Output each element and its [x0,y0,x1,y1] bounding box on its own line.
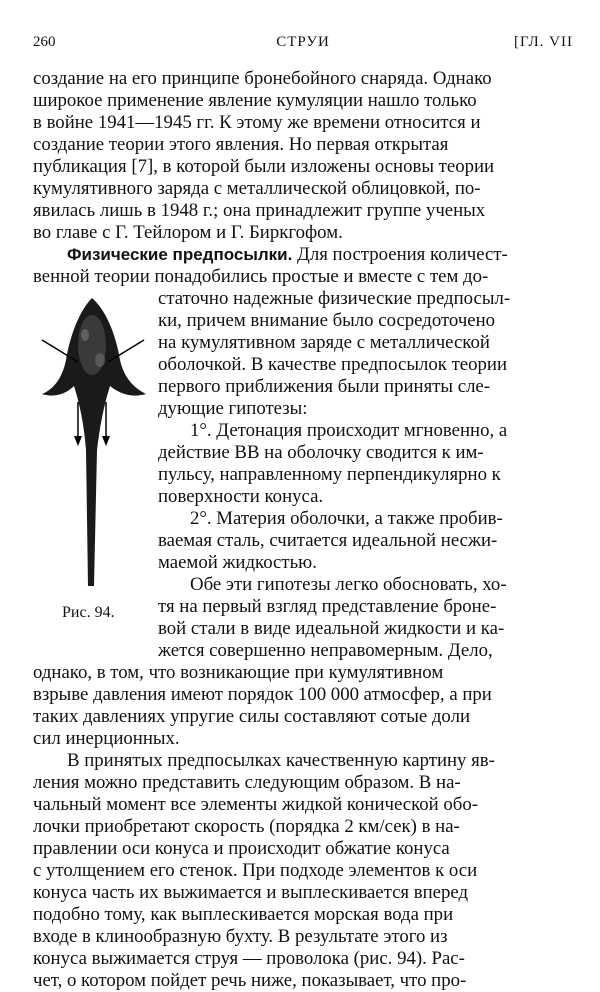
running-title: СТРУИ [276,34,330,50]
text-line: с утолщением его стенок. При подходе элементов к оси [33,860,478,881]
text-line: действие ВВ на оболочку сводится к им- [158,442,484,463]
text-line: входе в клинообразную бухту. В результате этого из [33,926,448,947]
text-line: 1°. Детонация происходит мгновенно, а [190,420,508,441]
down-arrow-right-icon [102,436,110,446]
text-line: взрыве давления имеют порядок 100 000 атмосфер, а при [33,684,492,705]
text-line: ления можно представить следующим образом. В на- [33,772,461,793]
text-line: создание на его принципе бронебойного снаряда. Однако [33,68,492,89]
text-line: явилась лишь в 1948 г.; она принадлежит группе ученых [33,200,486,221]
jet-figure [40,290,150,590]
text-line: дующие гипотезы: [158,398,308,419]
text-line: В принятых предпосылках качественную картину яв- [67,750,495,771]
down-arrow-left-icon [74,436,82,446]
text-line: статочно надежные физические предпосыл- [158,288,511,309]
text-line: тя на первый взгляд представление броне- [158,596,497,617]
text-line: широкое применение явление кумуляции нашло только [33,90,477,111]
text-line: вой стали в виде идеальной жидкости и ка- [158,618,505,639]
text-line: ваемая сталь, считается идеальной несжи- [158,530,498,551]
paragraph-1 [33,68,573,244]
text-fragment: Для построения количест- [292,244,508,265]
text-line: 2°. Материя оболочки, а также пробив- [190,508,503,529]
text-line: пульсу, направленному перпендикулярно к [158,464,501,485]
chapter-label: [ГЛ. VII [513,34,573,50]
text-line: конуса часть их выжимается и выплескивается вперед [33,882,469,903]
text-line: во главе с Г. Тейлором и Г. Биркгофом. [33,222,343,243]
text-line: на кумулятивном заряде с металлической [158,332,490,353]
text-line: конуса выжимается струя — проволока (рис. 94). Рас- [33,948,465,969]
text-line: лочки приобретают скорость (порядка 2 км/сек) в на- [33,816,460,837]
text-line: жется совершенно неправомерным. Дело, [158,640,493,661]
text-line: кумулятивного заряда с металлической облицовкой, по- [33,178,481,199]
text-line: публикация [7], в которой были изложены основы теории [33,156,495,177]
page-number: 260 [33,34,56,50]
figure-caption: Рис. 94. [62,604,115,621]
paragraph-3 [33,750,573,992]
running-header [33,34,573,54]
paragraph-2-end [33,662,573,750]
text-line: сил инерционных. [33,728,180,749]
text-line: таких давлениях упругие силы составляют сотые доли [33,706,470,727]
text-line: создание теории этого явления. Но первая открытая [33,134,449,155]
text-line: правлении оси конуса и происходит обжатие конуса [33,838,450,859]
text-line: маемой жидкостью. [158,552,317,573]
text-line: в войне 1941—1945 гг. К этому же времени относится и [33,112,481,133]
text-line: поверхности конуса. [158,486,324,507]
text-line: подобно тому, как выплескивается морская вода при [33,904,454,925]
text-line: венной теории понадобились простые и вместе с тем до- [33,266,489,287]
paragraph-2-start [33,244,573,288]
text-line [33,244,573,266]
text-line: Обе эти гипотезы легко обосновать, хо- [190,574,507,595]
text-line: чет, о котором пойдет речь ниже, показывает, что про- [33,970,467,991]
text-line: оболочкой. В качестве предпосылок теории [158,354,508,375]
text-line: ки, причем внимание было сосредоточено [158,310,496,331]
text-line: чальный момент все элементы жидкой конической обо- [33,794,479,815]
wrapped-text [158,288,573,662]
text-line: однако, в том, что возникающие при кумулятивном [33,662,444,683]
section-heading: Физические предпосылки. [67,245,293,264]
text-line: первого приближения были приняты сле- [158,376,491,397]
